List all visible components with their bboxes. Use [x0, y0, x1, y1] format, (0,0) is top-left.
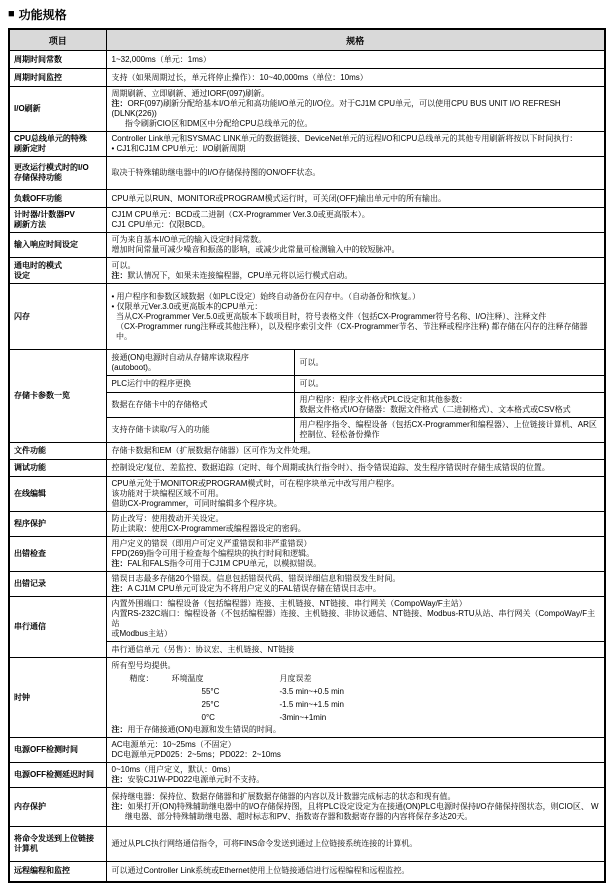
spec-subrow — [107, 53, 605, 67]
spec-subrow — [107, 864, 605, 878]
text-line: 注：FAL和FALS指令可用于CJ1M CPU单元，以模拟错误。 — [111, 559, 322, 568]
header-spec-column: 规格 — [106, 29, 605, 51]
spec-subrow — [107, 477, 605, 511]
spec-row — [9, 350, 605, 443]
clock-grid-cell: -3.5 min~+0.5 min — [279, 686, 344, 696]
text-line: 注：A CJ1M CPU单元可设定为不将用户定义的FAL错误存储在错误日志中。 — [111, 584, 381, 593]
clock-grid-cell — [112, 711, 172, 724]
text-line: 刷新定时 — [14, 144, 46, 153]
spec-cell — [106, 51, 605, 69]
header-item-column: 项目 — [9, 29, 106, 51]
text-line: 接通(ON)电源时自动从存储库读取程序 — [111, 352, 249, 362]
text-line: CJ1 CPU单元：仅限BCD。 — [111, 220, 210, 229]
item-label — [9, 572, 106, 597]
spec-text — [112, 89, 600, 129]
spec-cell — [106, 512, 605, 537]
spec-subrow — [107, 208, 605, 232]
text-line: 注：安装CJ1W-PD022电源单元时不支持。 — [111, 775, 265, 784]
text-line: 通电时的模式 — [14, 260, 62, 270]
clock-grid-cell: -1.5 min~+1.5 min — [279, 699, 344, 709]
clock-accuracy-grid — [112, 672, 600, 724]
spec-text — [112, 210, 600, 230]
text-line: 可为来自基本I/O单元的输入设定时间常数。 — [111, 235, 267, 244]
text-line: 指令刷新CIO区和DM区中分配给CPU总线单元的位。 — [111, 119, 313, 128]
text-line: DC电源单元PD025：2~5ms；PD022：2~10ms — [111, 750, 281, 759]
text-line: 串行通信 — [14, 622, 46, 631]
spec-row — [9, 460, 605, 477]
text-line: 电源OFF检测时间 — [14, 745, 78, 754]
item-label — [9, 477, 106, 512]
spec-text — [112, 73, 600, 83]
spec-row — [9, 87, 605, 132]
item-label — [9, 284, 106, 350]
text-line: 出错检查 — [14, 549, 46, 558]
spec-subrow — [107, 375, 605, 392]
spec-text — [112, 740, 600, 760]
item-label — [9, 537, 106, 572]
spec-row — [9, 51, 605, 69]
text-line: 在线编辑 — [14, 489, 46, 498]
text-line: 支持存储卡读取/写入的功能 — [111, 425, 210, 434]
spec-cell — [106, 788, 605, 827]
spec-cell — [106, 537, 605, 572]
spec-cell — [106, 443, 605, 460]
spec-text-note — [112, 725, 600, 735]
spec-text — [112, 765, 600, 785]
text-line: 计算机 — [14, 844, 38, 853]
spec-cell — [106, 87, 605, 132]
spec-subrow — [107, 392, 605, 417]
spec-text — [112, 792, 600, 822]
text-line: 周期时间常数 — [14, 54, 62, 64]
spec-subrow — [107, 192, 605, 206]
text-line: Controller Link单元和SYSMAC LINK单元的数据链接、DeviceNet单元的远程I/O和CPU总线单元的其他专用刷新将按以下时间执行： — [111, 134, 578, 143]
spec-text — [112, 574, 600, 594]
item-label — [9, 87, 106, 132]
item-label — [9, 512, 106, 537]
spec-text — [112, 55, 600, 65]
spec-cell — [106, 597, 605, 658]
clock-grid-cell: 精度： — [129, 673, 154, 683]
spec-sub-left — [107, 376, 295, 392]
spec-sub-left — [107, 350, 295, 375]
section-marker-icon: ■ — [8, 8, 15, 20]
spec-cell — [106, 460, 605, 477]
text-line: 用户程序：程序文件格式PLC设定和其他参数： — [299, 395, 468, 404]
spec-cell — [106, 658, 605, 738]
text-line: AC电源单元：10~25ms（不固定） — [111, 740, 236, 749]
spec-text — [112, 866, 600, 876]
spec-subrow — [107, 641, 605, 657]
spec-text — [112, 261, 600, 281]
text-line: 电源OFF检测延迟时间 — [14, 770, 94, 779]
spec-row — [9, 190, 605, 208]
text-line: 取决于特殊辅助继电器中的I/O存储保持图的ON/OFF状态。 — [111, 168, 321, 177]
spec-text — [112, 514, 600, 534]
spec-subrow — [107, 290, 605, 344]
item-label — [9, 443, 106, 460]
spec-text — [112, 194, 600, 204]
text-line: 用户定义的错误（即用户可定义严重错误和非严重错误） — [111, 539, 312, 548]
text-line: 可以通过Controller Link系统或Ethernet使用上位链接通信进行远程编程和远程监控。 — [111, 866, 410, 876]
text-line: 数据文件格式I/O存储器：数据文件格式（二进制格式）、文本格式或CSV格式 — [299, 405, 571, 414]
text-line: 时钟 — [14, 692, 30, 702]
text-line: 增加时间常量可减少噪音和振荡的影响，或减少此常量可检测输入中的较短脉冲。 — [111, 245, 400, 254]
spec-row — [9, 572, 605, 597]
text-line: 控制位、轻松备份操作 — [299, 430, 380, 439]
clock-grid-cell: 环境温度 — [171, 673, 204, 683]
spec-subrow — [107, 572, 605, 596]
item-label — [9, 51, 106, 69]
clock-grid-cell: 0°C — [201, 712, 215, 722]
spec-subrow — [107, 461, 605, 475]
clock-grid-cell: 55°C — [201, 686, 220, 696]
spec-subrow — [107, 259, 605, 283]
spec-subrow — [107, 233, 605, 257]
clock-grid-row — [112, 698, 600, 711]
item-label — [9, 827, 106, 862]
item-label — [9, 208, 106, 233]
spec-subrow — [107, 350, 605, 375]
spec-cell — [106, 477, 605, 512]
text-line: 存储卡参数一览 — [14, 391, 70, 400]
text-line: 输入响应时间设定 — [14, 240, 78, 249]
item-label — [9, 763, 106, 788]
text-line: 程序保护 — [14, 519, 46, 528]
item-label — [9, 597, 106, 658]
text-line: CPU单元以RUN、MONITOR或PROGRAM模式运行时，可关闭(OFF)输出单元中的所有输出。 — [111, 193, 447, 203]
spec-text — [112, 134, 600, 154]
text-line: 注：用于存储接通(ON)电源和发生错误的时间。 — [111, 724, 281, 734]
text-line: 控制设定/复位、差监控、数据追踪（定时、每个周期或执行指令时）、指令错误追踪、发生程序错误时存储生成错误的位置。 — [111, 463, 550, 472]
spec-row — [9, 597, 605, 658]
text-line: 负载OFF功能 — [14, 193, 62, 203]
spec-sub-left — [107, 393, 295, 417]
spec-text — [112, 235, 600, 255]
text-line: PLC运行中的程序更换 — [111, 379, 192, 388]
spec-text — [112, 479, 600, 509]
text-line: 周期刷新、立即刷新、通过IORF(097)刷新。 — [111, 89, 270, 98]
table-header-row — [9, 29, 605, 51]
item-label — [9, 788, 106, 827]
text-line: 串行通信单元（另售）：协议宏、主机链接、NT链接 — [111, 644, 295, 654]
spec-subrow — [107, 537, 605, 571]
spec-subrow — [107, 444, 605, 458]
spec-row — [9, 477, 605, 512]
spec-text — [112, 539, 600, 569]
text-line: 所有型号均提供。 — [111, 660, 176, 670]
text-line: 存储卡数据和EM（扩展数据存储器）区可作为文件处理。 — [111, 446, 316, 455]
item-label — [9, 460, 106, 477]
spec-cell — [106, 862, 605, 882]
text-line: 调试功能 — [14, 463, 46, 472]
spec-text — [112, 168, 600, 178]
spec-cell — [106, 233, 605, 258]
text-line: 错误日志最多存储20个错误。信息包括错误代码、错误详细信息和错误发生时间。 — [111, 574, 401, 583]
spec-text — [112, 645, 600, 655]
spec-cell — [106, 132, 605, 157]
spec-cell — [106, 738, 605, 763]
clock-grid-row — [112, 711, 600, 724]
clock-grid-cell: 25°C — [201, 699, 220, 709]
text-line: FPD(269)指令可用于检查每个编程块的执行时间和逻辑。 — [111, 549, 315, 558]
item-label — [9, 190, 106, 208]
text-line: 计时器/计数器PV — [14, 210, 75, 219]
text-line: 刷新方法 — [14, 220, 46, 229]
clock-grid-cell — [112, 685, 172, 698]
text-line: 可以。 — [111, 260, 136, 270]
item-label — [9, 658, 106, 738]
text-line: 可以。 — [299, 357, 324, 367]
text-line: （CX-Programmer rung注释或其他注释），以及程序索引文件（CX-Programmer节名、节注释或程序注释) 都存储在闪存的注释存储器 — [111, 321, 588, 331]
spec-cell — [106, 827, 605, 862]
spec-cell — [106, 284, 605, 350]
text-line: 将命令发送到上位链接 — [14, 834, 94, 843]
text-line: 保持继电器：保持位、数据存储器和扩展数据存储器的内容以及计数器完成标志的状态和现有值。 — [111, 792, 456, 801]
spec-cell — [106, 69, 605, 87]
spec-cell — [106, 157, 605, 190]
text-line: 设定 — [14, 270, 30, 280]
text-line: 更改运行模式时的I/O — [14, 163, 89, 172]
item-label — [9, 862, 106, 882]
spec-sub-right — [295, 350, 605, 375]
spec-row — [9, 827, 605, 862]
item-label — [9, 69, 106, 87]
item-label — [9, 258, 106, 284]
spec-sub-left — [107, 418, 295, 442]
spec-cell — [106, 190, 605, 208]
spec-row — [9, 258, 605, 284]
text-line: 通过从PLC执行网络通信指令，可将FINS命令发送到通过上位链接系统连接的计算机。 — [111, 839, 418, 848]
item-label — [9, 157, 106, 190]
spec-text — [112, 446, 600, 456]
text-line: 内置RS-232C端口：编程设备（不包括编程器）连接、主机链接、非协议通信、NT链接、Modbus-RTU从站、串行网关（CompoWay/F主站 — [111, 609, 596, 628]
item-label — [9, 738, 106, 763]
spec-subrow — [107, 659, 605, 737]
clock-grid-cell: 月度误差 — [279, 673, 312, 683]
spec-subrow — [107, 597, 605, 641]
text-line: • 仅限单元Ver.3.0或更高版本的CPU单元： — [111, 301, 263, 311]
clock-grid-cell — [112, 698, 172, 711]
text-line: • CJ1和CJ1M CPU单元：I/O刷新周期 — [111, 144, 246, 153]
spec-text — [112, 839, 600, 849]
spec-subrow — [107, 166, 605, 180]
text-line: 中。 — [111, 331, 132, 341]
text-line: 出错记录 — [14, 579, 46, 588]
spec-text — [112, 292, 600, 342]
spec-sub-right — [295, 376, 605, 392]
text-line: • 用户程序和参数区域数据（如PLC设定）始终自动备份在闪存中。（自动备份和恢复。） — [111, 291, 421, 301]
text-line: CPU总线单元的特殊 — [14, 134, 87, 143]
spec-row — [9, 658, 605, 738]
item-label — [9, 132, 106, 157]
clock-grid-row — [112, 685, 600, 698]
spec-subrow — [107, 87, 605, 131]
spec-row — [9, 512, 605, 537]
item-label — [9, 350, 106, 443]
spec-cell — [106, 258, 605, 284]
spec-cell — [106, 208, 605, 233]
section-title-text: 功能规格 — [18, 8, 67, 22]
item-label — [9, 233, 106, 258]
text-line: 或Modbus主站） — [111, 629, 172, 638]
text-line: 继电器、部分特殊辅助继电器、超时标志和PV、指数寄存器和数据寄存器的内容将保存多达20天。 — [111, 812, 473, 821]
spec-cell — [106, 763, 605, 788]
spec-subrow — [107, 417, 605, 442]
text-line: 防止改写：使用拨动开关设定。 — [111, 514, 224, 523]
spec-subrow — [107, 132, 605, 156]
spec-row — [9, 537, 605, 572]
text-line: 远程编程和监控 — [14, 866, 70, 876]
spec-row — [9, 284, 605, 350]
text-line: I/O刷新 — [14, 104, 41, 113]
text-line: 注：默认情况下，如果未连接编程器，CPU单元将以运行模式启动。 — [111, 270, 353, 280]
spec-table-body — [9, 51, 605, 882]
spec-row — [9, 69, 605, 87]
spec-subrow — [107, 837, 605, 851]
text-line: 内存保护 — [14, 802, 46, 811]
spec-row — [9, 763, 605, 788]
text-line: 该功能对于块编程区域不可用。 — [111, 489, 224, 498]
text-line: 用户程序指令、编程设备（包括CX-Programmer和编程器）、上位链接计算机、AR区 — [299, 420, 597, 429]
spec-text — [112, 599, 600, 639]
clock-grid-row — [112, 672, 600, 685]
spec-sub-right — [295, 418, 605, 442]
spec-text — [112, 463, 600, 473]
text-line: 注：ORF(097)刷新分配给基本I/O单元和高功能I/O单元的I/O位。对于CJ1M CPU单元，可以使用CPU BUS UNIT I/O REFRESH (DLNK(226)) — [111, 99, 563, 118]
text-line: 周期时间监控 — [14, 72, 62, 82]
text-line: 当从CX-Programmer Ver.5.0或更高版本下载项目时，符号表格文件（包括CX-Programmer符号名称、I/O注释）、注释文件 — [111, 311, 547, 321]
text-line: 可以。 — [299, 379, 324, 388]
text-line: 闪存 — [14, 311, 30, 321]
text-line: CPU单元处于MONITOR或PROGRAM模式时，可在程序块单元中改写用户程序。 — [111, 479, 400, 488]
text-line: (autoboot)。 — [111, 362, 156, 372]
text-line: 支持（如果周期过长，单元将停止操作）：10~40,000ms（单位：10ms） — [111, 72, 368, 82]
spec-subrow — [107, 512, 605, 536]
text-line: 内置外围端口：编程设备（包括编程器）连接、主机链接、NT链接、串行网关（CompoWay/F主站） — [111, 599, 467, 608]
spec-cell — [106, 350, 605, 443]
spec-text — [112, 661, 600, 671]
spec-row — [9, 233, 605, 258]
text-line: 数据在存储卡中的存储格式 — [111, 400, 208, 409]
text-line: 防止读取：使用CX-Programmer或编程器设定的密码。 — [111, 524, 306, 533]
text-line: 借助CX-Programmer，可同时编辑多个程序块。 — [111, 499, 282, 508]
spec-subrow — [107, 738, 605, 762]
spec-row — [9, 132, 605, 157]
spec-cell — [106, 572, 605, 597]
spec-row — [9, 208, 605, 233]
spec-sub-right — [295, 393, 605, 417]
text-line: 注：如果打开(ON)特殊辅助继电器中的I/O存储保持图，且将PLC设定设定为在接通(ON)PLC电源时保持I/O存储保持图状态，则CIO区、 W — [111, 802, 599, 811]
spec-row — [9, 738, 605, 763]
text-line: CJ1M CPU单元：BCD或二进制（CX-Programmer Ver.3.0或更高版本）。 — [111, 210, 370, 219]
clock-grid-cell: -3min~+1min — [279, 712, 327, 722]
text-line: 0~10ms（用户定义，默认：0ms） — [111, 765, 236, 774]
function-spec-table — [8, 28, 606, 883]
text-line: 文件功能 — [14, 446, 46, 455]
section-title — [8, 6, 606, 23]
text-line: 1~32,000ms（单元：1ms） — [111, 54, 211, 64]
spec-subrow — [107, 763, 605, 787]
spec-row — [9, 157, 605, 190]
spec-row — [9, 862, 605, 882]
spec-subrow — [107, 71, 605, 85]
spec-subrow — [107, 790, 605, 824]
spec-row — [9, 788, 605, 827]
spec-row — [9, 443, 605, 460]
text-line: 存储保持功能 — [14, 173, 62, 182]
